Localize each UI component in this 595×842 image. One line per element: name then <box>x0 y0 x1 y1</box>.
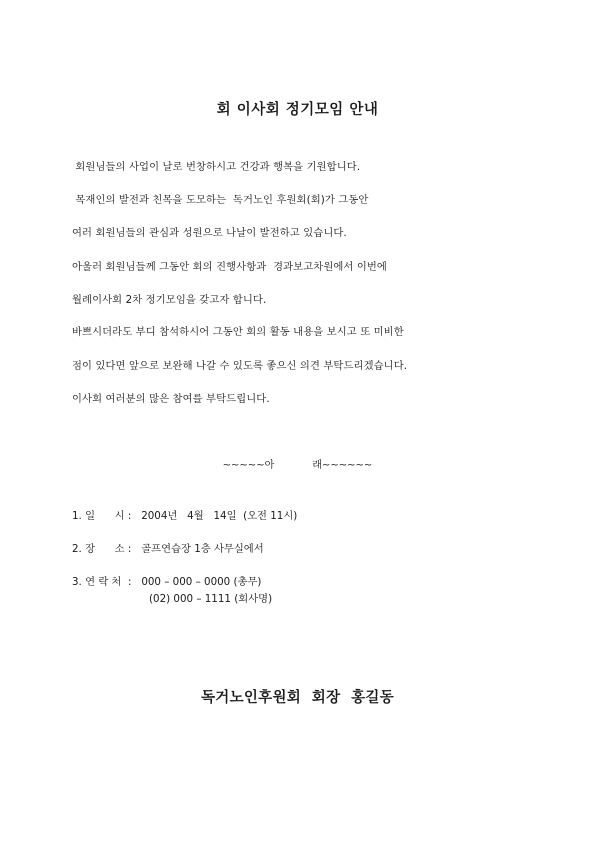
below-heading: ~~~~~아 래~~~~~~ <box>222 460 373 471</box>
signature-line: 독거노인후원회 회장 홍길동 <box>200 690 395 706</box>
detail-contact-secondary: (02) 000 – 1111 (회사명) <box>149 593 273 605</box>
body-line-4: 아울러 회원님들께 그동안 회의 진행사항과 경과보고차원에서 이번에 <box>72 261 387 273</box>
body-line-2: 목재인의 발전과 친목을 도모하는 독거노인 후원회(회)가 그동안 <box>72 194 369 206</box>
body-line-8: 이사회 여러분의 많은 참여를 부탁드립니다. <box>72 393 270 405</box>
body-line-3: 여러 회원님들의 관심과 성원으로 나날이 발전하고 있습니다. <box>72 227 347 239</box>
body-line-5: 월례이사회 2차 정기모임을 갖고자 합니다. <box>72 294 267 306</box>
detail-place: 2. 장 소 : 골프연습장 1층 사무실에서 <box>72 543 264 555</box>
body-line-1: 회원님들의 사업이 날로 번창하시고 건강과 행복을 기원합니다. <box>72 161 361 173</box>
body-line-7: 점이 있다면 앞으로 보완해 나갈 수 있도록 좋으신 의견 부탁드리겠습니다. <box>72 360 408 372</box>
body-line-6: 바쁘시더라도 부디 참석하시어 그동안 회의 활동 내용을 보시고 또 미비한 <box>72 326 404 338</box>
detail-contact: 3. 연 락 처 : 000 – 000 – 0000 (총무) <box>72 576 262 588</box>
detail-date: 1. 일 시 : 2004년 4월 14일 (오전 11시) <box>72 510 298 522</box>
document-title: 회 이사회 정기모임 안내 <box>216 102 379 118</box>
